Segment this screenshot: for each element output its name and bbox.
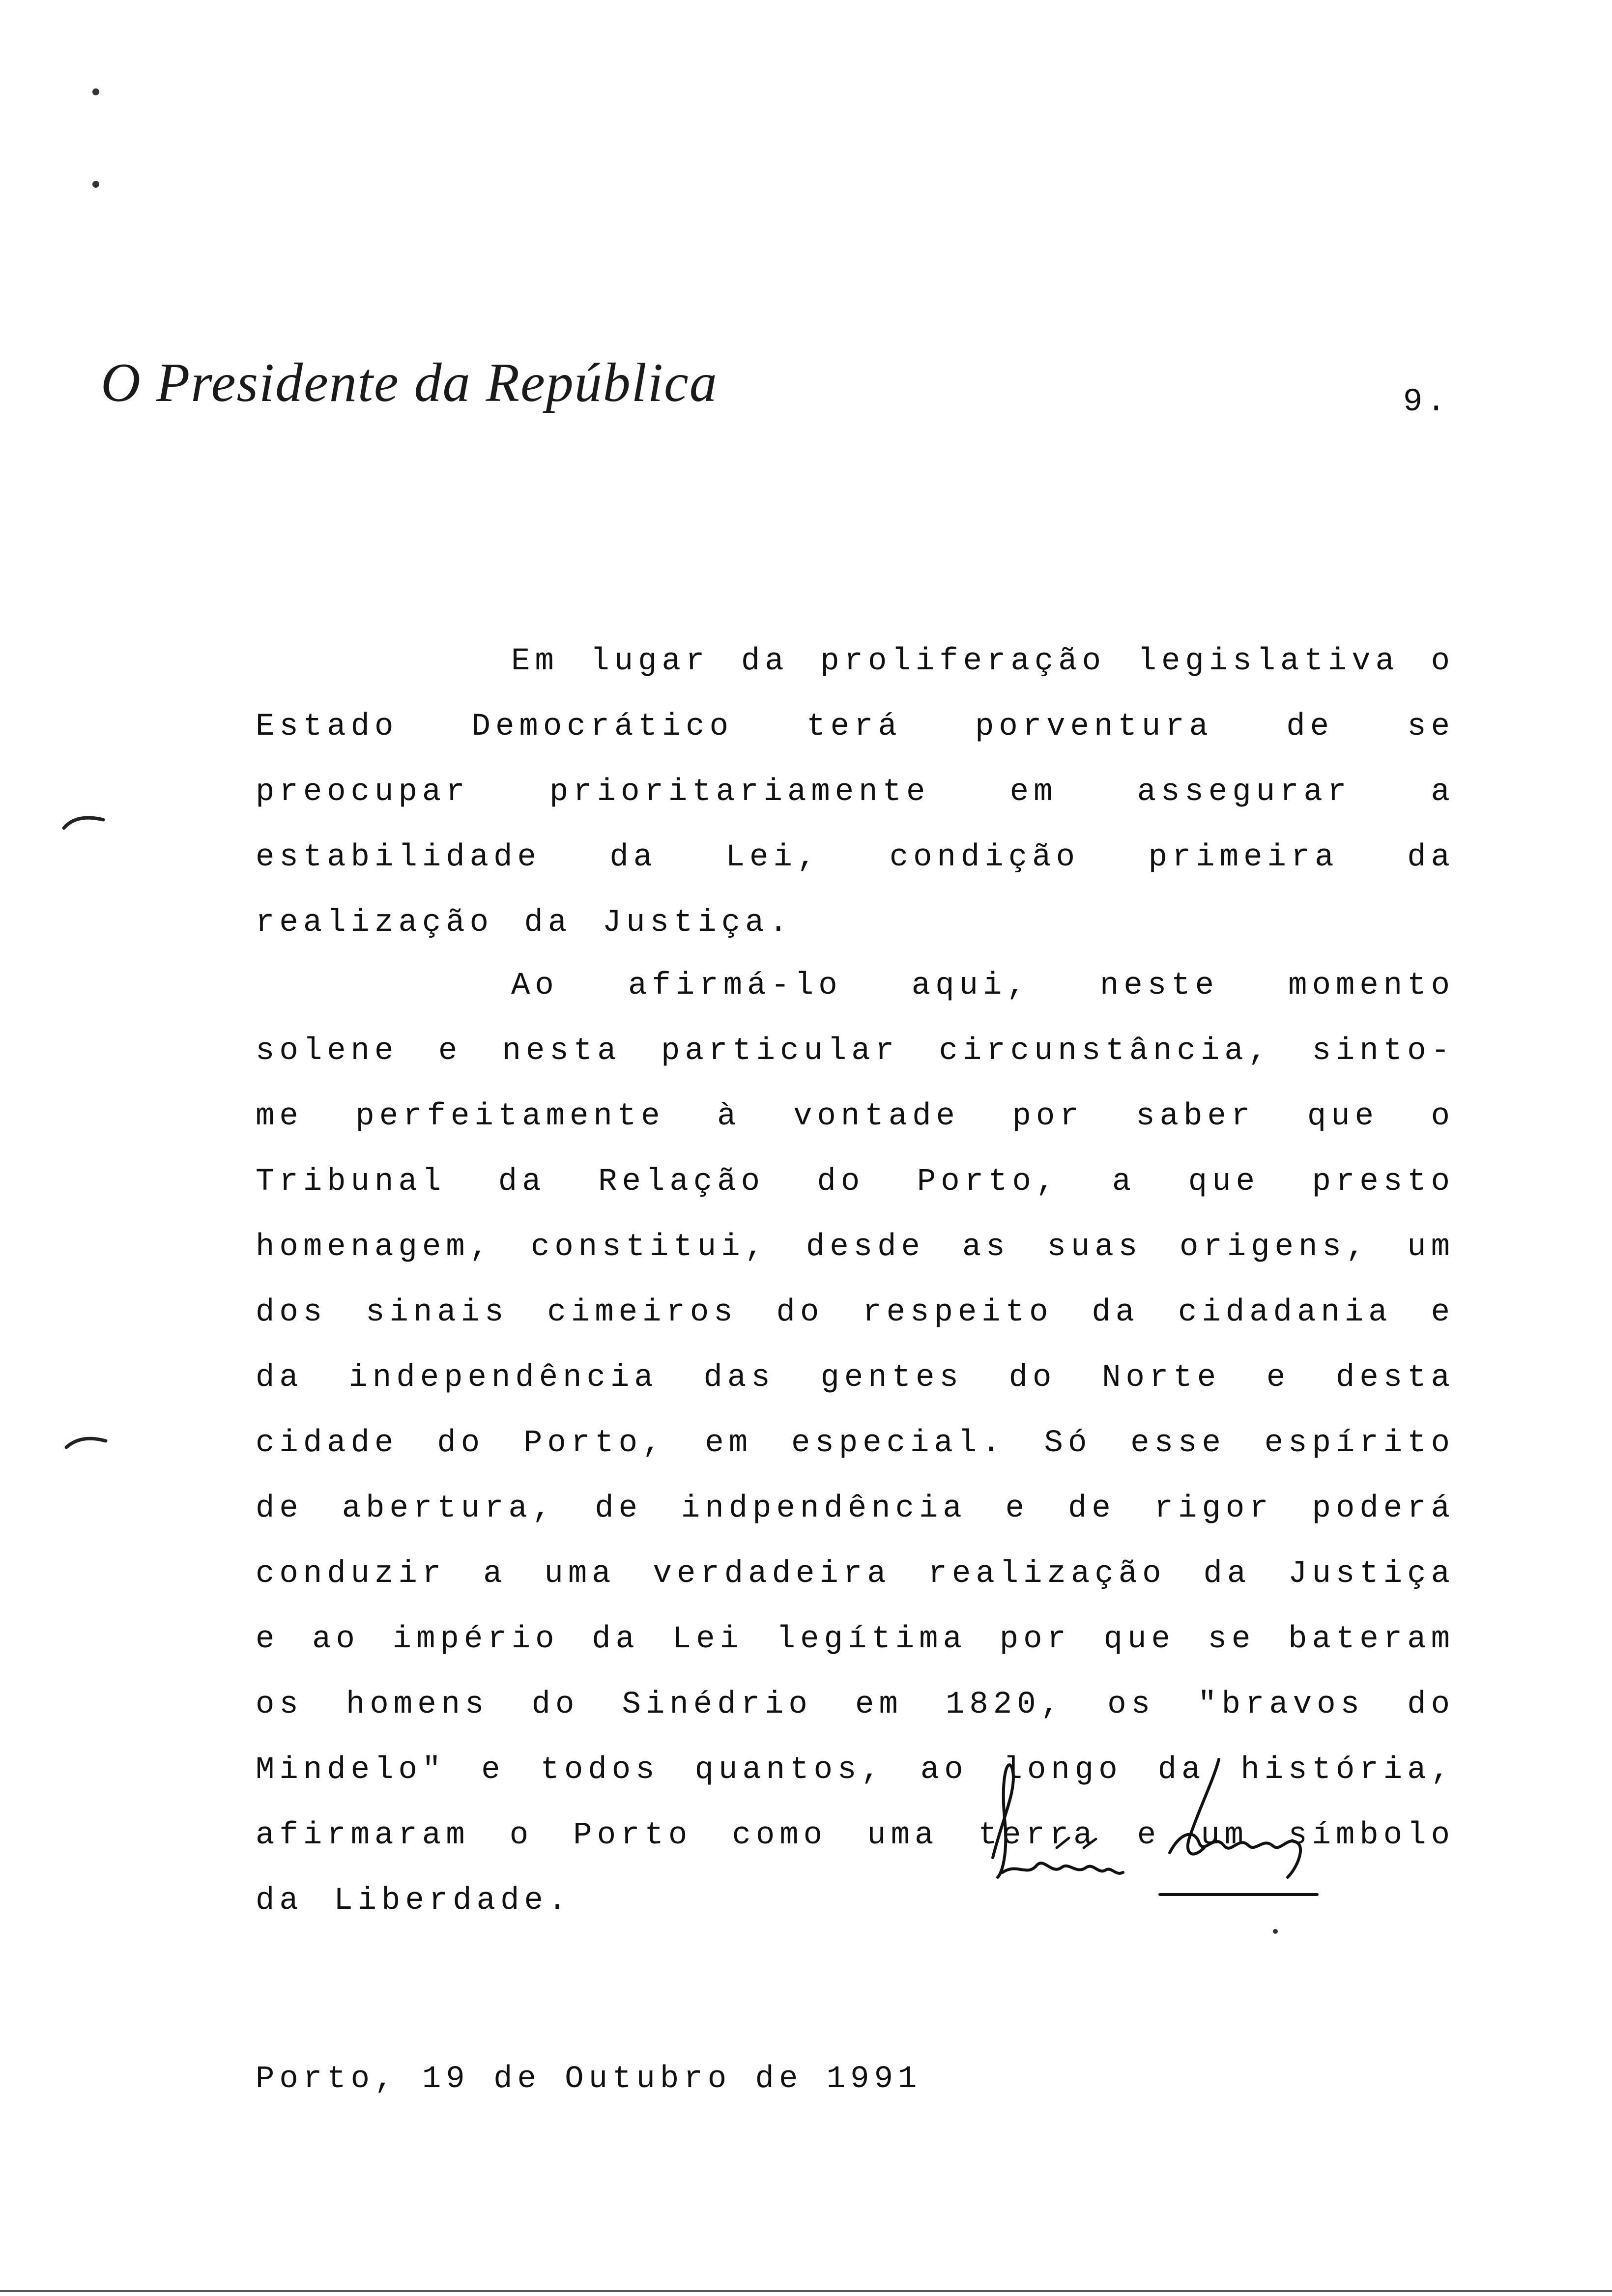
page-number: 9. — [1403, 383, 1450, 420]
date-line: Porto, 19 de Outubro de 1991 — [256, 2062, 922, 2097]
paragraph-text: Em lugar da proliferação legislativa o Estado Democrático terá porventura de se preocupar prioritariamente em assegurar a estabilidade da Lei, condição primeira da realização da Justiça. — [256, 644, 1455, 941]
scan-speck — [1273, 1929, 1278, 1934]
paragraph-1 — [256, 629, 1455, 956]
scan-speck — [92, 181, 99, 188]
paragraph-text: Ao afirmá-lo aqui, neste momento solene e nesta particular circunstância, sinto-me perfeitamente à vontade por saber que o Tribunal da Relação do Porto, a que presto homenagem, constitui, desde as suas origens, um dos sinais cimeiros do respeito da cidadania e da independência das gentes do Norte e desta cidade do Porto, em especial. Só esse espírito de abertura, de indpendência e de rigor poderá conduzir a uma verdadeira realização da Justiça e ao império da Lei legítima por que se bateram os homens do Sinédrio em 1820, os "bravos do Mindelo" e todos quantos, ao longo da história, afirmaram o Porto como uma terra e um símbolo da Liberdade. — [256, 968, 1455, 1919]
letterhead: O Presidente da República — [101, 352, 718, 413]
scan-speck — [92, 88, 99, 95]
page-bottom-edge — [0, 2290, 1612, 2292]
margin-mark-icon — [61, 811, 106, 831]
margin-mark-icon — [64, 1430, 108, 1450]
handwritten-signature — [983, 1750, 1337, 1936]
